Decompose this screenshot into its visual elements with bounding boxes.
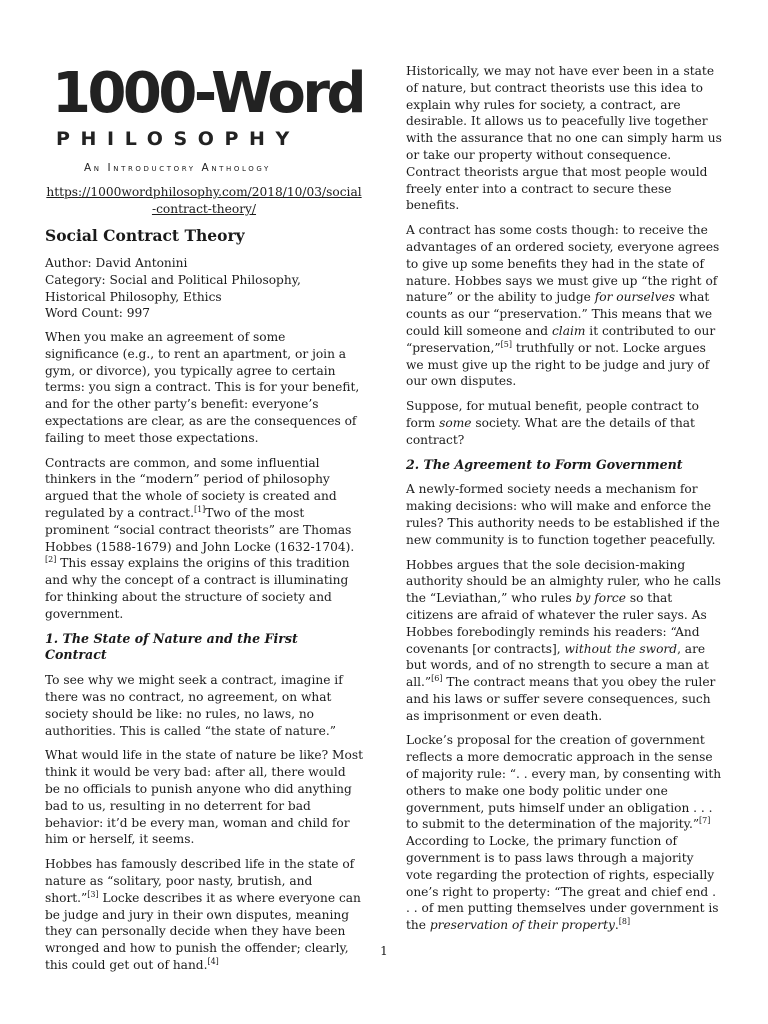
paragraph: To see why we might seek a contract, imagine if there was no contract, no agreement, on what society should be like: no rules, no laws, no authorities. This is called “the state of nature.” bbox=[45, 673, 343, 738]
site-logo bbox=[52, 61, 364, 174]
footnote-ref[interactable]: [4] bbox=[207, 956, 219, 966]
footnote-ref[interactable]: [8] bbox=[618, 917, 631, 927]
paragraph: What would life in the state of nature be like? Most think it would be very bad: after all, there would be no officials to punish anyone who did anything bad to us, resulting in no deterrent for bad behavior: it’d be every man, woman and child for him or herself, it seems. bbox=[45, 748, 364, 847]
logo-tagline: An Introductory Anthology bbox=[84, 162, 271, 174]
paragraph: A newly-formed society needs a mechanism for making decisions: who will make and enforce the rules? This authority needs to be established if the new community is to function together peacefully. bbox=[406, 482, 720, 547]
footnote-ref[interactable]: [5] bbox=[500, 339, 512, 349]
category-line: Category: Social and Political Philosophy, Historical Philosophy, Ethics bbox=[45, 272, 301, 304]
paragraph: Hobbes argues that the sole decision-making authority should be an almighty ruler, who he calls the “Leviathan,” who rules by force so that citizens are afraid of whatever the ruler says. As Hobbes forebodingly reminds his readers: “And covenants [or contracts], without the sword, are but words, and of no strength to secure a man at all.”[6] The contract means that you obey the ruler and his laws or suffer severe consequences, such as imprisonment or even death. bbox=[406, 557, 721, 723]
author-line: Author: David Antonini bbox=[45, 256, 188, 270]
paragraph: Suppose, for mutual benefit, people contract to form some society. What are the details of that contract? bbox=[406, 399, 699, 447]
page-title: Social Contract Theory bbox=[45, 226, 245, 245]
footnote-ref[interactable]: [7] bbox=[699, 816, 711, 826]
section-heading: 1. The State of Nature and the First Contract bbox=[45, 630, 298, 663]
section-heading: 2. The Agreement to Form Government bbox=[406, 456, 683, 472]
paragraph: Contracts are common, and some influential thinkers in the “modern” period of philosophy argued that the whole of society is created and regulated by a contract.[1]Two of the most prominent “social contract theorists” are Thomas Hobbes (1588-1679) and John Locke (1632-1704).[2] This essay explains the origins of this tradition and why the concept of a contract is illuminating for thinking about the structure of society and government. bbox=[45, 455, 355, 621]
word-count-line: Word Count: 997 bbox=[45, 306, 151, 321]
page-number: 1 bbox=[380, 944, 388, 958]
logo-subtitle: PHILOSOPHY bbox=[56, 128, 300, 150]
footnote-ref[interactable]: [2] bbox=[45, 555, 57, 565]
paragraph: Hobbes has famously described life in the state of nature as “solitary, poor nasty, brutish, and short.”[3] Locke describes it as where everyone can be judge and jury in their own disputes, meaning they can personally decide when they have been wronged and how to punish the offender; clearly, this could get out of hand.[4] bbox=[45, 857, 361, 972]
paragraph: Historically, we may not have ever been in a state of nature, but contract theorists use this idea to explain why rules for society, a contract, are desirable. It allows us to peacefully live together with the assurance that no one can simply harm us or take our property without consequence. Contract theorists argue that most people would freely enter into a contract to secure these benefits. bbox=[406, 64, 722, 213]
footnote-ref[interactable]: [1] bbox=[193, 504, 206, 514]
paragraph: Locke’s proposal for the creation of government reflects a more democratic approach in the sense of majority rule: “. . every man, by consenting with others to make one body politic under one government, puts himself under an obligation . . . to submit to the determination of the majority.”[7] According to Locke, the primary function of government is to pass laws through a majority vote regarding the protection of rights, especially one’s right to property: “The great and chief end . . . of men putting themselves under government is the preservation of their property.[8] bbox=[406, 733, 722, 933]
left-column bbox=[45, 329, 363, 982]
paragraph: When you make an agreement of some significance (e.g., to rent an apartment, or join a gym, or divorce), you typically agree to certain terms: you sign a contract. This is for your benefit, and for the other party’s benefit: everyone’s expectations are clear, as are the consequences of failing to meet those expectations. bbox=[45, 330, 360, 445]
paragraph: A contract has some costs though: to receive the advantages of an ordered society, everyone agrees to give up some benefits they had in the state of nature. Hobbes says we must give up “the right of nature” or the ability to judge for ourselves what counts as our “preservation.” This means that we could kill someone and claim it contributed to our “preservation,”[5] truthfully or not. Locke argues we must give up the right to be judge and jury of our own disputes. bbox=[406, 223, 720, 389]
article-url-link[interactable]: https://1000wordphilosophy.com/2018/10/03/social-contract-theory/ bbox=[46, 185, 362, 216]
footnote-ref[interactable]: [3] bbox=[87, 889, 99, 899]
article-meta bbox=[45, 255, 363, 322]
logo-wordmark: 1000-Word bbox=[52, 61, 364, 126]
footnote-ref[interactable]: [6] bbox=[431, 674, 443, 684]
right-column bbox=[406, 63, 722, 942]
